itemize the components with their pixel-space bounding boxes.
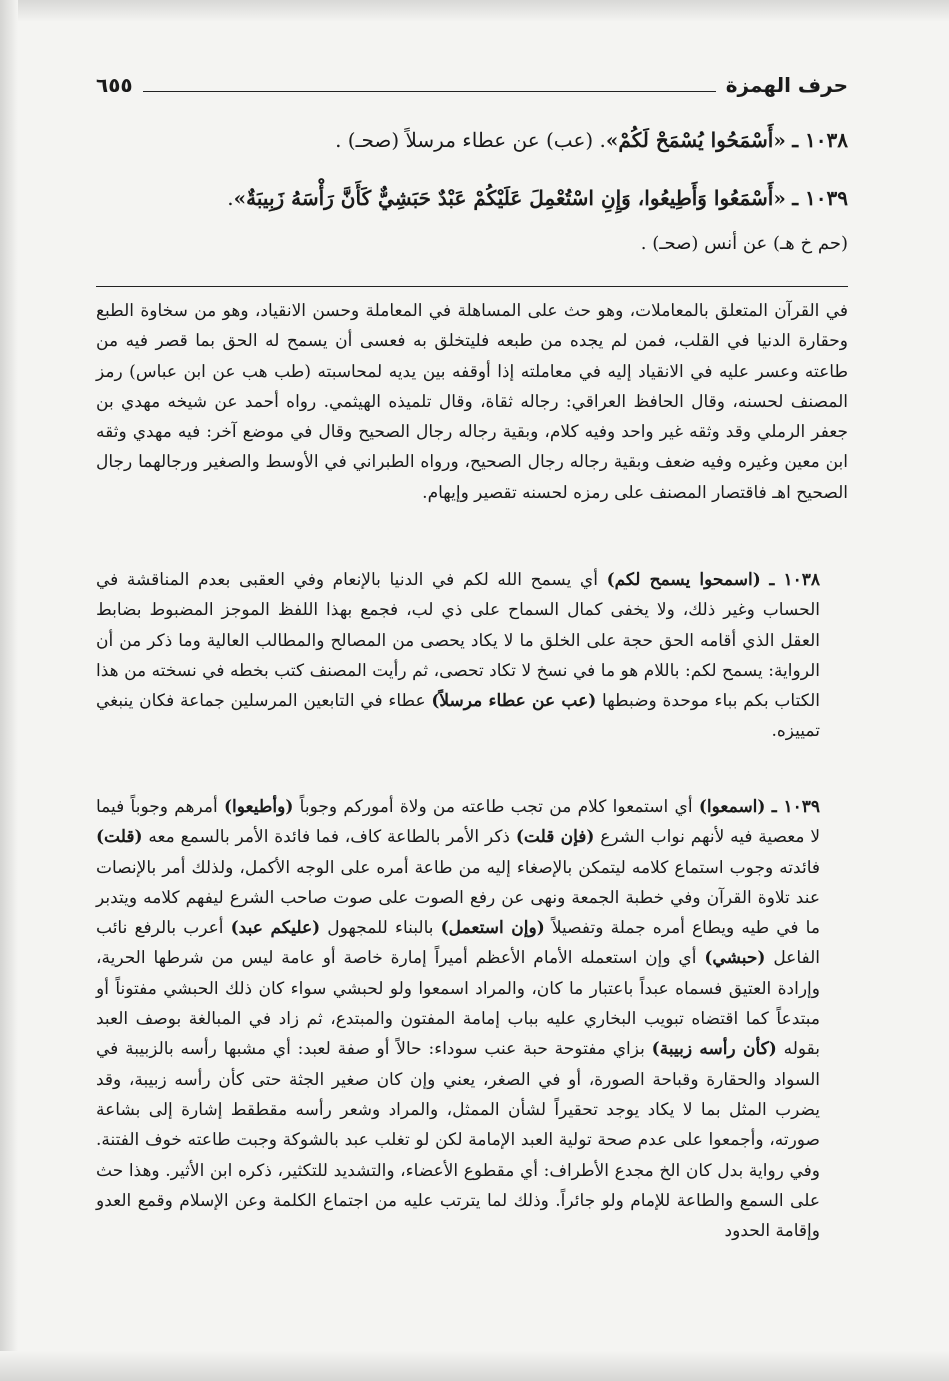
running-header xyxy=(96,68,848,102)
commentary-paragraph xyxy=(96,792,848,1246)
gloss: عطاء في التابعين المرسلين جماعة فكان ينبغي تمييزه. xyxy=(96,691,820,742)
lemma: (فإن قلت) xyxy=(515,827,595,848)
hadith-end: . xyxy=(227,186,234,210)
gloss: بالبناء للمجهول xyxy=(327,918,434,939)
commentary-1039 xyxy=(96,792,848,1246)
gloss: أي وإن استعمله الأمام الأعظم أميراً إمارة خاصة أو عامة ليس من شرطها الحرية، وإرادة العتيق فسماه عبداً باعتبار ما كان، والمراد اسمعوا ولو لحبشي سواء كان ذلك الحبشي مفتوناً أو مبتدعاً كما اقتضاه تبويب البخاري عليه بباب إمامة المفتون والمبتدع، ثم زاد في المبالغة بوصف العبد بقوله xyxy=(96,948,820,1060)
header-rule xyxy=(143,91,716,92)
hadith-text: «أَسْمَحُوا يُسْمَحْ لَكُمْ» xyxy=(605,128,786,152)
scan-edge-top xyxy=(0,0,949,22)
gloss: أي استمعوا كلام من تجب طاعته من ولاة أموركم وجوباً xyxy=(299,797,693,817)
lemma: (قلت) xyxy=(96,827,143,848)
footnote-divider xyxy=(96,286,848,287)
commentary-paragraph xyxy=(96,565,848,747)
hadith-number: ١٠٣٩ ـ xyxy=(792,186,848,210)
lemma: (وإن استعمل) xyxy=(440,918,545,939)
hadith-source: (حم خ هـ) عن أنس (صحـ) . xyxy=(640,233,848,254)
lemma: (اسمحوا يسمح لكم) xyxy=(606,570,761,590)
chapter-title: حرف الهمزة xyxy=(725,73,848,97)
scan-edge-left xyxy=(0,0,18,1381)
gloss: أمرهم وجوباً فيما لا معصية فيه لأنهم نواب الشرع xyxy=(96,797,821,848)
page-number: ٦٥٥ xyxy=(96,73,133,97)
hadith-1038 xyxy=(96,118,848,162)
hadith-source: . (عب) عن عطاء مرسلاً (صحـ) . xyxy=(335,128,606,152)
commentary-1038 xyxy=(96,565,848,747)
commentary-paragraph: في القرآن المتعلق بالمعاملات، وهو حث على المساهلة في المعاملة وحسن الانقياد، وهو من سخاوة الطبع وحقارة الدنيا في القلب، فمن لم يجده من طبعه فليتخلق به فعسى أن يسمح له الحق بما قصر فيه من طاعته وعسر عليه في الانقياد إليه في معاملته إذا أوقفه بين يديه لمحاسبته (طب هب عن ابن عباس) رمز المصنف لحسنه، وقال الحافظ العراقي: رجاله ثقاة، وقال تلميذه الهيثمي. رواه أحمد عن شيخه مهدي بن جعفر الرملي وقد وثقه غير واحد وفيه كلام، وبقية رجاله رجال الصحيح وقال في موضع آخر: فيه مهدي وثقه ابن معين وغيره وفيه ضعف وبقية رجاله رجال الصحيح، ورواه الطبراني في الأوسط والصغير ورجالهما رجال الصحيح اهـ فاقتصار المصنف على رمزه لحسنه تقصير وإيهام. xyxy=(96,301,848,503)
entry-number: ١٠٣٩ ـ xyxy=(771,797,821,817)
hadith-number: ١٠٣٨ ـ xyxy=(792,128,848,152)
lemma: (وأطيعوا) xyxy=(224,797,294,817)
gloss: أي يسمح الله لكم في الدنيا بالإنعام وفي العقبى بعدم المناقشة في الحساب وغير ذلك، ولا يخفى كمال السماح على ذي لب، فجمع بهذا اللفظ الموجز المضبوط بضابط العقل الذي أقامه الحق حجة على الخلق ما لا يكاد يحصى من المصالح والمطالب العالية وما ذكر من أن الرواية: يسمح لكم: باللام هو ما في نسخ لا تكاد تحصى، ثم رأيت المصنف كتب بخطه في نسخته من هذا الكتاب بكم بباء موحدة وضبطها xyxy=(96,570,821,712)
lemma: (حبشي) xyxy=(704,948,766,969)
lemma: (عليكم عبد) xyxy=(230,918,321,939)
lemma: (اسمعوا) xyxy=(698,797,766,817)
gloss: أعرب بالرفع نائب الفاعل xyxy=(96,918,821,969)
gloss: ذكر الأمر بالطاعة كاف، فما فائدة الأمر بالسمع معه xyxy=(148,827,511,848)
source-ref: (عب عن عطاء مرسلاً) xyxy=(431,691,597,712)
commentary-continuation xyxy=(96,296,848,508)
hadith-text: «أَسْمَعُوا وَأَطِيعُوا، وَإِنِ اسْتُعْمِلَ عَلَيْكُمْ عَبْدٌ حَبَشِيٌّ كَأَنَّ رَأْسَهُ زَبِيبَةٌ» xyxy=(233,186,786,210)
hadith-1039-source xyxy=(96,222,848,266)
entry-number: ١٠٣٨ ـ xyxy=(769,570,820,590)
lemma: (كأن رأسه زبيبة) xyxy=(651,1039,777,1060)
hadith-1039 xyxy=(96,176,848,220)
scan-edge-bottom xyxy=(0,1351,949,1381)
gloss: بزاي مفتوحة حبة عنب سوداء: حالاً أو صفة لعبد: أي مشبها رأسه بالزبيبة في السواد والحقارة وقباحة الصورة، أو في الصغر، يعني وإن كان صغير الجثة حتى كأن رأسه زبيبة، وقد يضرب المثل بما لا يكاد يوجد تحقيراً لشأن الممثل، والمراد وشعر رأسه مقطقط إشارة إلى بشاعة صورته، وأجمعوا على عدم صحة تولية العبد الإمامة لكن لو تغلب عبد بالشوكة وجبت طاعته خوف الفتنة. وفي رواية بدل كان الخ مجدع الأطراف: أي مقطوع الأعضاء، والتشديد للتكثير، ذكره ابن الأثير. وهذا حث على السمع والطاعة للإمام ولو جائراً. وذلك لما يترتب عليه من اجتماع الكلمة وعن الإسلام وقمع العدو وإقامة الحدود xyxy=(96,1039,820,1242)
gloss: فائدته وجوب استماع كلامه ليتمكن بالإصغاء إليه من طاعة أمره على الوجه الأكمل، ولذلك أمر بالإنصات عند تلاوة القرآن وفي خطبة الجمعة ونهى عن رفع الصوت على صوت صاحب الشرع ليفهم كلامه ويتدبر ما في طيه ويطاع أمره جملة وتفصيلاً xyxy=(96,857,820,939)
